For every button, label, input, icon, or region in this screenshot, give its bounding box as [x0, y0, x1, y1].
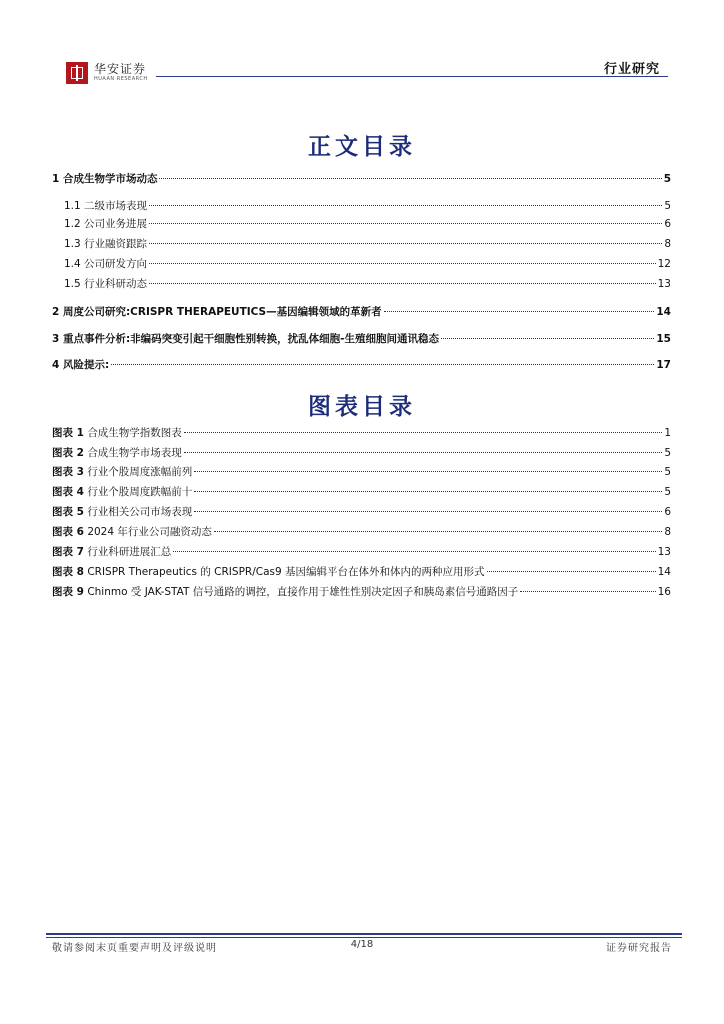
toc-entry-text: 1.1 二级市场表现	[64, 200, 148, 212]
figure-entry[interactable]	[52, 565, 671, 579]
figure-entry[interactable]	[52, 585, 671, 599]
figure-page: 13	[657, 546, 671, 558]
toc-entry[interactable]	[52, 172, 671, 186]
toc-entry[interactable]	[64, 237, 671, 251]
figure-entry[interactable]	[52, 525, 671, 539]
figure-caption: 行业科研进展汇总	[87, 546, 172, 558]
figure-caption: 行业个股周度跌幅前十	[87, 486, 193, 498]
brand-english: HUAAN RESEARCH	[94, 76, 148, 82]
dot-leader	[111, 364, 654, 365]
toc-entry-page: 5	[663, 173, 671, 185]
section-label: 行业研究	[603, 62, 660, 77]
footer-doc-type: 证券研究报告	[606, 943, 672, 954]
dot-leader	[384, 311, 655, 312]
figure-label: 图表 7	[52, 546, 84, 558]
toc-title: 正文目录	[308, 133, 416, 160]
figure-caption: 行业相关公司市场表现	[87, 506, 193, 518]
figure-entry[interactable]	[52, 446, 671, 460]
dot-leader	[149, 205, 662, 206]
dot-leader	[194, 471, 662, 472]
toc-entry-page: 5	[664, 200, 671, 212]
figure-caption: 2024 年行业公司融资动态	[87, 526, 212, 538]
dot-leader	[184, 432, 663, 433]
dot-leader	[149, 263, 656, 264]
figure-label: 图表 3	[52, 466, 84, 478]
dot-leader	[159, 178, 661, 179]
footer-disclaimer: 敬请参阅末页重要声明及评级说明	[52, 943, 217, 954]
dot-leader	[149, 283, 656, 284]
toc-entry-text: 1.2 公司业务进展	[64, 218, 148, 230]
toc-entry-text: 1.3 行业融资跟踪	[64, 238, 148, 250]
toc-entry-page: 8	[664, 238, 671, 250]
page-number: 4/18	[350, 939, 374, 950]
toc-entry[interactable]	[64, 257, 671, 271]
figure-label: 图表 9	[52, 586, 84, 598]
toc-entry[interactable]	[52, 332, 671, 346]
dot-leader	[487, 571, 656, 572]
figure-caption: CRISPR Therapeutics 的 CRISPR/Cas9 基因编辑平台在体外和体内的两种应用形式	[87, 566, 485, 578]
toc-entry[interactable]	[64, 277, 671, 291]
figure-label: 图表 4	[52, 486, 84, 498]
footer-rule	[46, 933, 682, 935]
figure-label: 图表 1	[52, 427, 84, 439]
figure-entry[interactable]	[52, 485, 671, 499]
toc-entry-text: 1.4 公司研发方向	[64, 258, 148, 270]
toc-entry-text: 4 风险提示:	[52, 359, 110, 371]
dot-leader	[441, 338, 654, 339]
dot-leader	[194, 491, 662, 492]
figure-label: 图表 2	[52, 447, 84, 459]
figure-page: 5	[664, 466, 671, 478]
dot-leader	[149, 223, 662, 224]
toc-entry-text: 2 周度公司研究:CRISPR THERAPEUTICS—基因编辑领域的革新者	[52, 306, 382, 318]
toc-entry[interactable]	[52, 305, 671, 319]
figure-page: 14	[657, 566, 671, 578]
dot-leader	[214, 531, 662, 532]
toc-entry-page: 14	[656, 306, 671, 318]
brand-name: 华安证券	[94, 62, 147, 76]
toc-entry-text: 1.5 行业科研动态	[64, 278, 148, 290]
toc-entry[interactable]	[64, 217, 671, 231]
dot-leader	[173, 551, 655, 552]
toc-entry-page: 15	[656, 333, 671, 345]
figure-label: 图表 6	[52, 526, 84, 538]
figure-caption: 合成生物学指数图表	[87, 427, 182, 439]
toc-entry[interactable]	[64, 199, 671, 213]
toc-entry-page: 17	[656, 359, 671, 371]
figure-page: 1	[664, 427, 671, 439]
dot-leader	[194, 511, 662, 512]
figure-entry[interactable]	[52, 505, 671, 519]
figure-entry[interactable]	[52, 426, 671, 440]
figure-label: 图表 5	[52, 506, 84, 518]
figure-page: 8	[664, 526, 671, 538]
figure-page: 6	[664, 506, 671, 518]
dot-leader	[149, 243, 662, 244]
dot-leader	[520, 591, 655, 592]
footer-rule-thin	[46, 937, 682, 938]
page-header	[66, 58, 668, 88]
figure-label: 图表 8	[52, 566, 84, 578]
toc-entry-text: 3 重点事件分析:非编码突变引起干细胞性别转换，扰乱体细胞-生殖细胞间通讯稳态	[52, 333, 440, 345]
figure-caption: 合成生物学市场表现	[87, 447, 182, 459]
dot-leader	[184, 452, 663, 453]
figure-page: 5	[664, 447, 671, 459]
figure-entry[interactable]	[52, 545, 671, 559]
figure-page: 16	[657, 586, 671, 598]
figure-page: 5	[664, 486, 671, 498]
toc-entry-page: 12	[657, 258, 671, 270]
figure-caption: Chinmo 受 JAK-STAT 信号通路的调控，直接作用于雄性性别决定因子和胰岛素信号通路因子	[87, 586, 519, 598]
toc-entry-text: 1 合成生物学市场动态	[52, 173, 158, 185]
huaan-logo-icon	[66, 62, 88, 84]
figure-index-title: 图表目录	[308, 393, 416, 420]
toc-entry-page: 13	[657, 278, 671, 290]
toc-entry-page: 6	[664, 218, 671, 230]
figure-caption: 行业个股周度涨幅前列	[87, 466, 193, 478]
header-rule	[156, 76, 668, 77]
figure-entry[interactable]	[52, 465, 671, 479]
toc-entry[interactable]	[52, 358, 671, 372]
